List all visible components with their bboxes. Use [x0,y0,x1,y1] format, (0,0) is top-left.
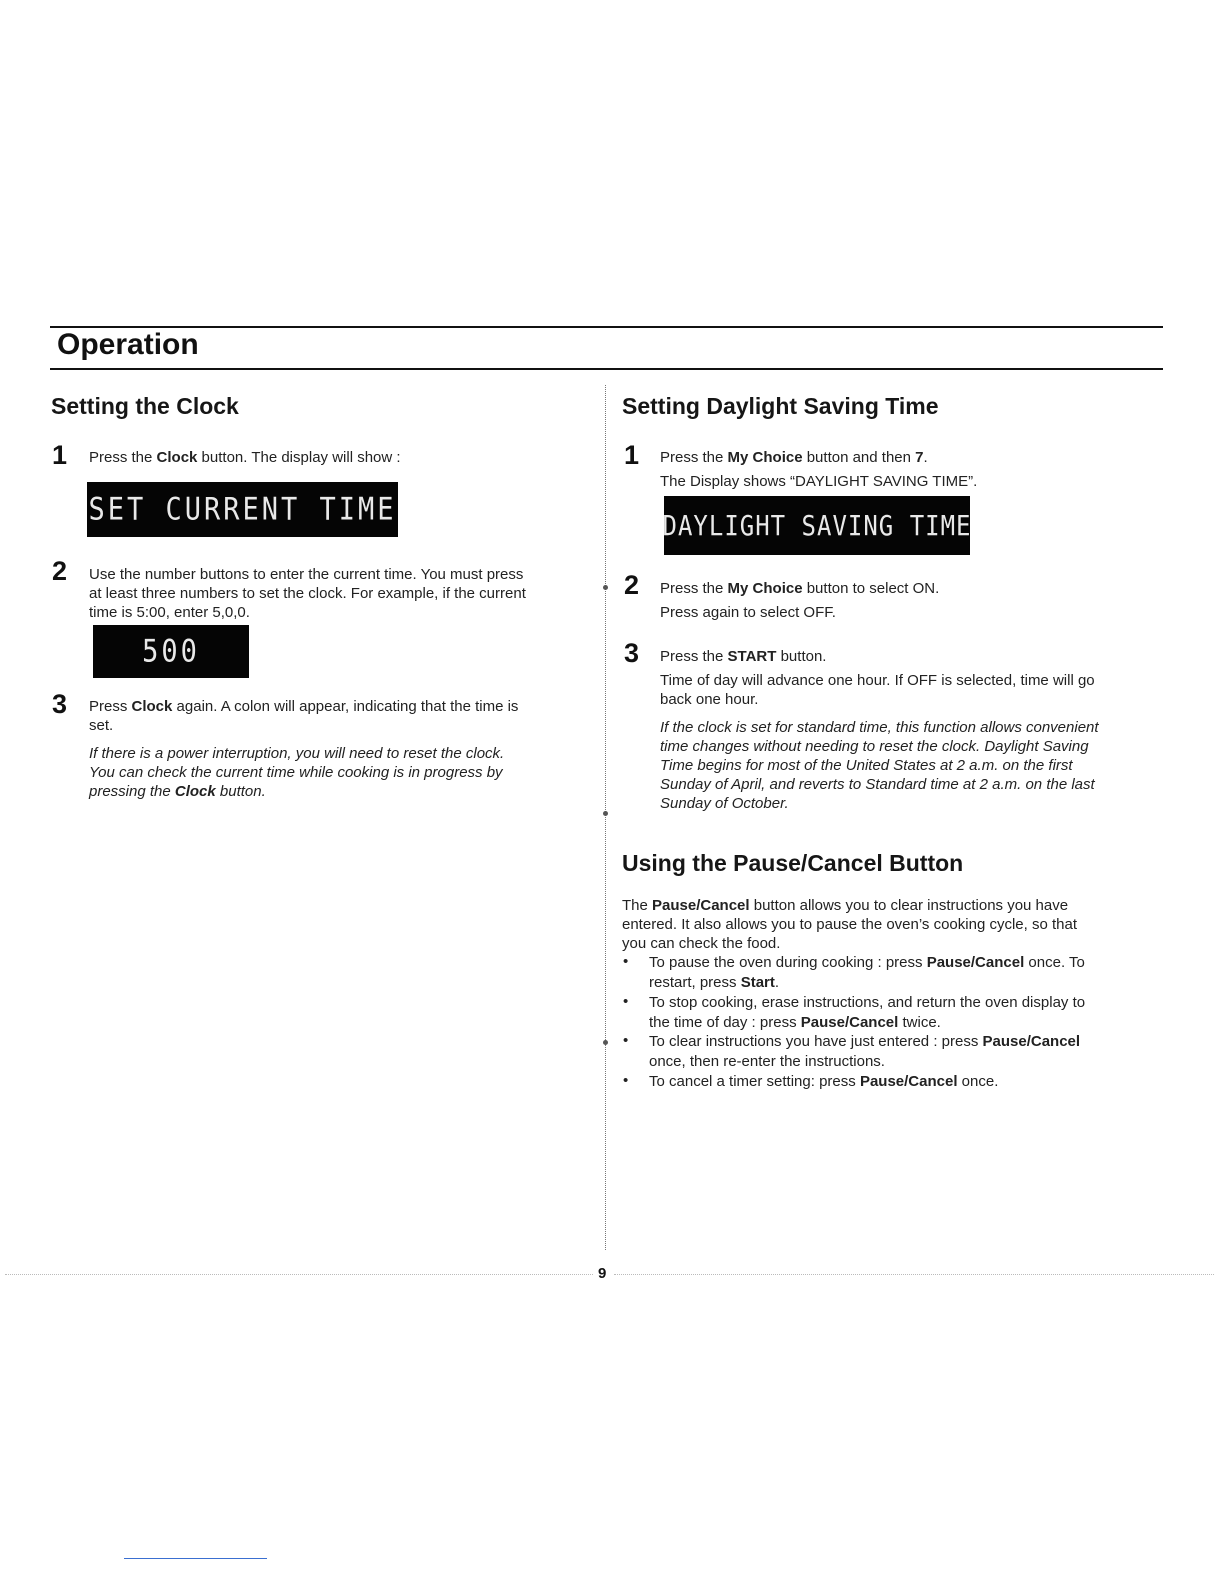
column-divider [605,385,606,1250]
clock-step2-text: Use the number buttons to enter the current time. You must press at least three numbers to set the clock. For example, if the current time is 5:00, enter 5,0,0. [89,566,526,621]
clock-step1-number: 1 [52,440,68,470]
dst-step3-number: 3 [624,638,640,668]
dst-step3-text: Press the START button. Time of day will advance one hour. If OFF is selected, time will go back one hour. [660,648,1095,708]
lcd-display-set-current-time: SET CURRENT TIME [87,482,398,537]
clock-step1-text: Press the Clock button. The display will show : [89,449,401,466]
bullet-marker: • [623,953,629,970]
dst-step1-text: Press the My Choice button and then 7. The Display shows “DAYLIGHT SAVING TIME”. [660,449,978,490]
title-underline [50,368,1163,370]
footer-rule-right [614,1274,1214,1275]
dst-note: If the clock is set for standard time, this function allows convenient time changes without needing to reset the clock. Daylight Saving Time begins for most of the United States at 2 a.m. on the first Sunday of April, and reverts to Standard time at 2 a.m. on the last Sunday of October. [660,719,1099,812]
divider-dot [603,1040,608,1045]
dst-step1-number: 1 [624,440,640,470]
divider-dot [603,585,608,590]
pause-intro: The Pause/Cancel button allows you to clear instructions you have entered. It also allows you to pause the oven’s cooking cycle, so that you can check the food. [622,897,1077,952]
pause-bullet-3: To clear instructions you have just entered : press Pause/Cancel once, then re-enter the instructions. [649,1033,1081,1070]
clock-heading: Setting the Clock [51,393,239,419]
clock-step3-text: Press Clock again. A colon will appear, indicating that the time is set. [89,698,519,734]
page-number: 9 [598,1265,607,1282]
clock-step2-number: 2 [52,556,68,586]
divider-dot [603,811,608,816]
link-underline [124,1558,267,1559]
bullet-marker: • [623,1072,629,1089]
lcd-display-500: 500 [93,625,249,678]
clock-step3-number: 3 [52,689,68,719]
pause-heading: Using the Pause/Cancel Button [622,850,964,876]
pause-bullet-2: To stop cooking, erase instructions, and return the oven display to the time of day : press Pause/Cancel twice. [649,994,1086,1031]
top-rule [50,326,1163,328]
page-title: Operation [57,328,199,361]
clock-note: If there is a power interruption, you will need to reset the clock. You can check the current time while cooking is in progress by pressing the Clock button. [89,745,505,800]
dst-heading: Setting Daylight Saving Time [622,393,939,419]
bullet-marker: • [623,993,629,1010]
bullet-marker: • [623,1032,629,1049]
pause-bullet-1: To pause the oven during cooking : press Pause/Cancel once. To restart, press Start. [649,954,1085,991]
lcd-display-daylight-saving-time: DAYLIGHT SAVING TIME [664,496,970,555]
dst-step2-text: Press the My Choice button to select ON. Press again to select OFF. [660,580,940,621]
pause-bullet-4: To cancel a timer setting: press Pause/Cancel once. [649,1073,999,1090]
dst-step2-number: 2 [624,570,640,600]
footer-rule-left [5,1274,593,1275]
